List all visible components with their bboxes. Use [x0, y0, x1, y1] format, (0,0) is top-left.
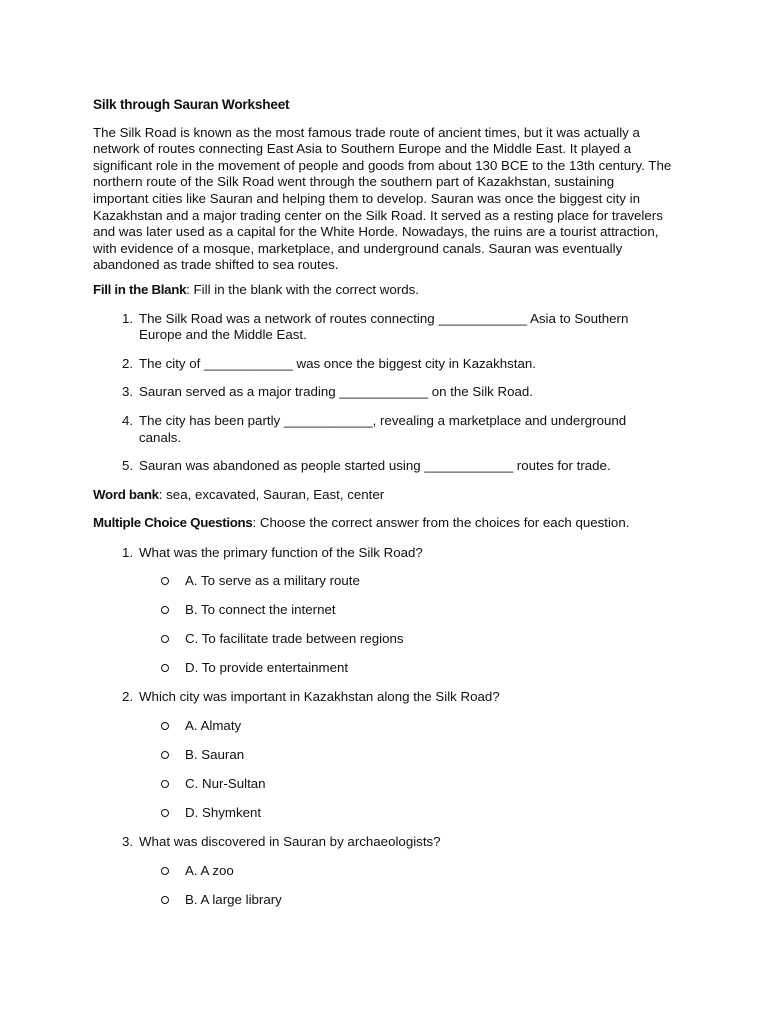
choice-text: C. Nur-Sultan — [185, 775, 266, 791]
item-number: 3. — [122, 384, 134, 400]
choice-option — [93, 805, 678, 822]
question-text: What was the primary function of the Silk Road? — [139, 544, 423, 560]
word-bank-words: : sea, excavated, Sauran, East, center — [158, 486, 385, 502]
choice-list — [93, 718, 678, 822]
choice-option — [93, 660, 678, 677]
question-text: Which city was important in Kazakhstan along the Silk Road? — [139, 689, 500, 705]
choice-option — [93, 718, 678, 735]
fill-blank-list — [93, 311, 678, 475]
multiple-choice-list — [93, 545, 678, 908]
hollow-bullet-icon — [161, 896, 169, 904]
fill-blank-item — [93, 413, 659, 446]
item-text: The Silk Road was a network of routes connecting ____________ Asia to Southern Europe and the Middle East. — [139, 310, 629, 343]
choice-list — [93, 863, 678, 909]
choice-list — [93, 573, 678, 677]
word-bank-label: Word bank — [93, 486, 159, 502]
choice-text: C. To facilitate trade between regions — [185, 631, 404, 647]
item-number: 1. — [122, 310, 134, 326]
hollow-bullet-icon — [161, 664, 169, 672]
question-item — [93, 689, 678, 821]
item-number: 5. — [122, 458, 134, 474]
item-text: Sauran was abandoned as people started using ____________ routes for trade. — [139, 458, 611, 474]
choice-option — [93, 863, 678, 880]
choice-text: B. A large library — [185, 891, 282, 907]
item-text: The city of ____________ was once the biggest city in Kazakhstan. — [139, 355, 536, 371]
item-text: The city has been partly ____________, revealing a marketplace and underground canals. — [139, 412, 627, 445]
word-bank — [93, 487, 678, 504]
item-number: 2. — [122, 355, 134, 371]
choice-text: A. A zoo — [185, 862, 234, 878]
hollow-bullet-icon — [161, 780, 169, 788]
hollow-bullet-icon — [161, 577, 169, 585]
question-number: 3. — [122, 833, 134, 849]
question-number: 1. — [122, 544, 134, 560]
choice-text: B. Sauran — [185, 746, 245, 762]
question-item — [93, 834, 678, 908]
choice-text: A. Almaty — [185, 718, 242, 733]
fill-blank-label: Fill in the Blank — [93, 281, 187, 297]
multiple-choice-instruction: : Choose the correct answer from the choices for each question. — [252, 515, 630, 531]
hollow-bullet-icon — [161, 606, 169, 614]
choice-option — [93, 573, 678, 590]
choice-text: A. To serve as a military route — [185, 573, 360, 589]
hollow-bullet-icon — [161, 809, 169, 817]
choice-option — [93, 631, 678, 648]
fill-blank-item — [93, 356, 659, 373]
question-text: What was discovered in Sauran by archaeologists? — [139, 833, 441, 849]
item-text: Sauran served as a major trading ____________ on the Silk Road. — [139, 384, 533, 400]
multiple-choice-heading — [93, 515, 678, 532]
fill-blank-item — [93, 311, 659, 344]
fill-blank-item — [93, 458, 659, 475]
question-number: 2. — [122, 689, 134, 705]
choice-text: D. Shymkent — [185, 804, 262, 820]
item-number: 4. — [122, 412, 134, 428]
fill-blank-heading — [93, 282, 678, 299]
hollow-bullet-icon — [161, 751, 169, 759]
question-item — [93, 545, 678, 677]
hollow-bullet-icon — [161, 867, 169, 875]
choice-option — [93, 892, 678, 909]
choice-text: D. To provide entertainment — [185, 660, 349, 676]
choice-text: B. To connect the internet — [185, 602, 336, 618]
page-title: Silk through Sauran Worksheet — [93, 97, 290, 112]
intro-paragraph: The Silk Road is known as the most famous trade route of ancient times, but it was actually a network of routes connecting East Asia to Southern Europe and the Middle East. It played a significant role in the movement of people and goods from about 130 BCE to the 13th century. The northern route of the Silk Road went through the southern part of Kazakhstan, sustaining important cities like Sauran and helping them to develop. Sauran was once the biggest city in Kazakhstan and a major trading center on the Silk Road. It served as a resting place for travelers and was later used as a capital for the White Horde. Nowadays, the ruins are a tourist attraction, with evidence of a mosque, marketplace, and underground canals. Sauran was eventually abandoned as trade shifted to sea routes. — [93, 124, 672, 273]
fill-blank-instruction: : Fill in the blank with the correct words. — [186, 281, 419, 297]
hollow-bullet-icon — [161, 635, 169, 643]
choice-option — [93, 747, 678, 764]
hollow-bullet-icon — [161, 722, 169, 730]
fill-blank-item — [93, 384, 659, 401]
choice-option — [93, 602, 678, 619]
multiple-choice-label: Multiple Choice Questions — [93, 515, 253, 531]
choice-option — [93, 776, 678, 793]
